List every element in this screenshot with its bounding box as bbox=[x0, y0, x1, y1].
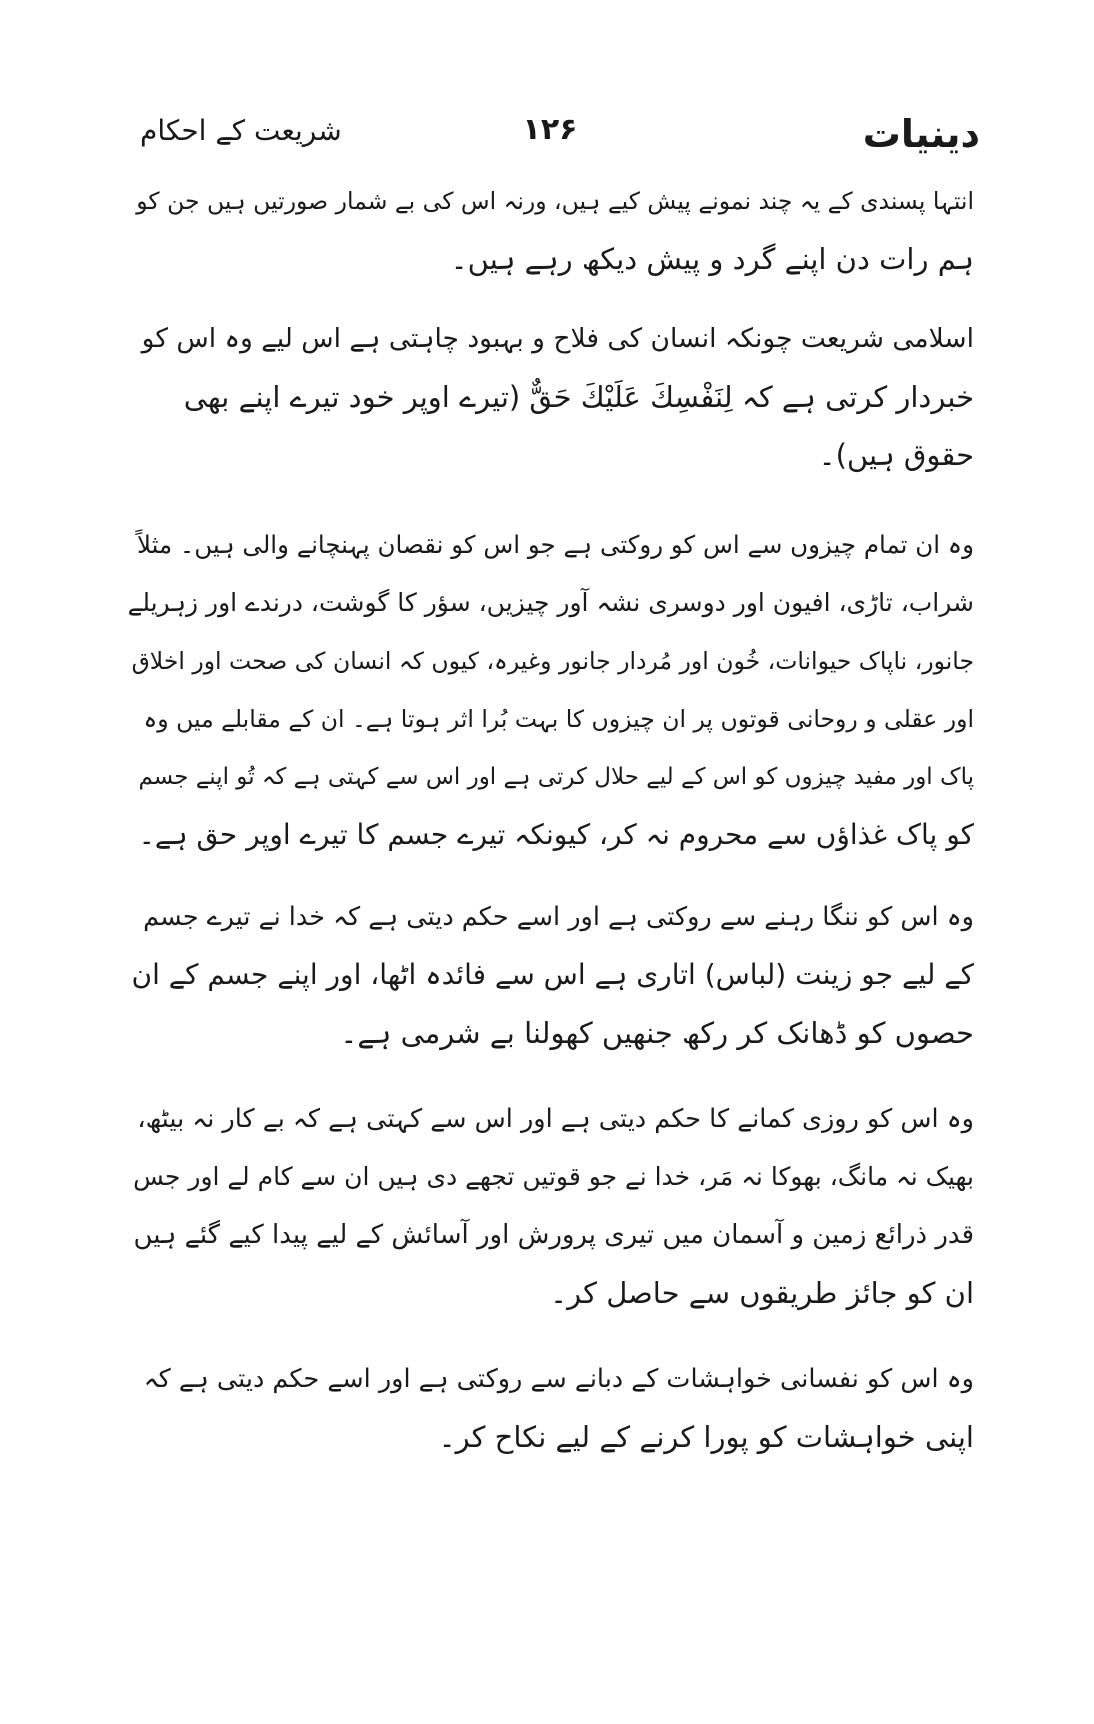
paragraph bbox=[128, 310, 974, 484]
paragraph bbox=[128, 888, 974, 1062]
text-line: اسلامی شریعت چونکہ انسان کی فلاح و بہبود چاہتی ہے اس لیے وہ اس کو bbox=[141, 323, 974, 354]
text-line: وہ اس کو نفسانی خواہشات کے دبانے سے روکتی ہے اور اسے حکم دیتی ہے کہ bbox=[143, 1364, 974, 1394]
text-line: ہم رات دن اپنے گرد و پیش دیکھ رہے ہیں۔ bbox=[450, 242, 974, 276]
text-line: ان کو جائز طریقوں سے حاصل کر۔ bbox=[550, 1276, 974, 1310]
text-line: وہ اس کو ننگا رہنے سے روکتی ہے اور اسے حکم دیتی ہے کہ خدا نے تیرے جسم bbox=[143, 902, 974, 932]
page-header bbox=[120, 112, 980, 172]
text-line: وہ اس کو روزی کمانے کا حکم دیتی ہے اور اس سے کہتی ہے کہ بے کار نہ بیٹھ، bbox=[137, 1104, 974, 1134]
text-line: جانور، ناپاک حیوانات، خُون اور مُردار جانور وغیرہ، کیوں کہ انسان کی صحت اور اخلاق bbox=[131, 647, 974, 675]
text-line: حقوق ہیں)۔ bbox=[818, 438, 974, 472]
text-line: خبردار کرتی ہے کہ لِنَفْسِكَ عَلَيْكَ حَقٌّ (تیرے اوپر خود تیرے اپنے بھی bbox=[183, 380, 974, 414]
text-line: اپنی خواہشات کو پورا کرنے کے لیے نکاح کر۔ bbox=[438, 1420, 974, 1454]
section-title: شریعت کے احکام bbox=[140, 114, 342, 147]
text-line: اور عقلی و روحانی قوتوں پر ان چیزوں کا بہت بُرا اثر ہوتا ہے۔ ان کے مقابلے میں وہ bbox=[143, 705, 974, 733]
text-line: وہ ان تمام چیزوں سے اس کو روکتی ہے جو اس کو نقصان پہنچانے والی ہیں۔ مثلاً bbox=[136, 530, 974, 559]
text-line: کو پاک غذاؤں سے محروم نہ کر، کیونکہ تیرے جسم کا تیرے اوپر حق ہے۔ bbox=[138, 818, 974, 851]
paragraph bbox=[128, 1090, 974, 1322]
text-line: انتہا پسندی کے یہ چند نمونے پیش کیے ہیں، ورنہ اس کی بے شمار صورتیں ہیں جن کو bbox=[136, 187, 974, 215]
text-line: شراب، تاڑی، افیون اور دوسری نشہ آور چیزیں، سؤر کا گوشت، درندے اور زہریلے bbox=[127, 588, 974, 617]
text-line: پاک اور مفید چیزوں کو اس کے لیے حلال کرتی ہے اور اس سے کہتی ہے کہ تُو اپنے جسم bbox=[138, 764, 974, 790]
text-line: حصوں کو ڈھانک کر رکھ جنھیں کھولنا بے شرمی ہے۔ bbox=[340, 1016, 974, 1050]
text-line: کے لیے جو زینت (لباس) اتاری ہے اس سے فائدہ اٹھا، اور اپنے جسم کے ان bbox=[131, 958, 974, 991]
page-body bbox=[128, 172, 974, 1492]
text-line: بھیک نہ مانگ، بھوکا نہ مَر، خدا نے جو قوتیں تجھے دی ہیں ان سے کام لے اور جس bbox=[133, 1162, 974, 1191]
text-line: قدر ذرائع زمین و آسمان میں تیری پرورش اور آسائش کے لیے پیدا کیے گئے ہیں bbox=[133, 1220, 974, 1250]
paragraph bbox=[128, 172, 974, 288]
page-number: ۱۲۶ bbox=[522, 112, 578, 147]
book-title: دینیات bbox=[862, 112, 980, 156]
paragraph bbox=[128, 516, 974, 864]
paragraph bbox=[128, 1350, 974, 1466]
